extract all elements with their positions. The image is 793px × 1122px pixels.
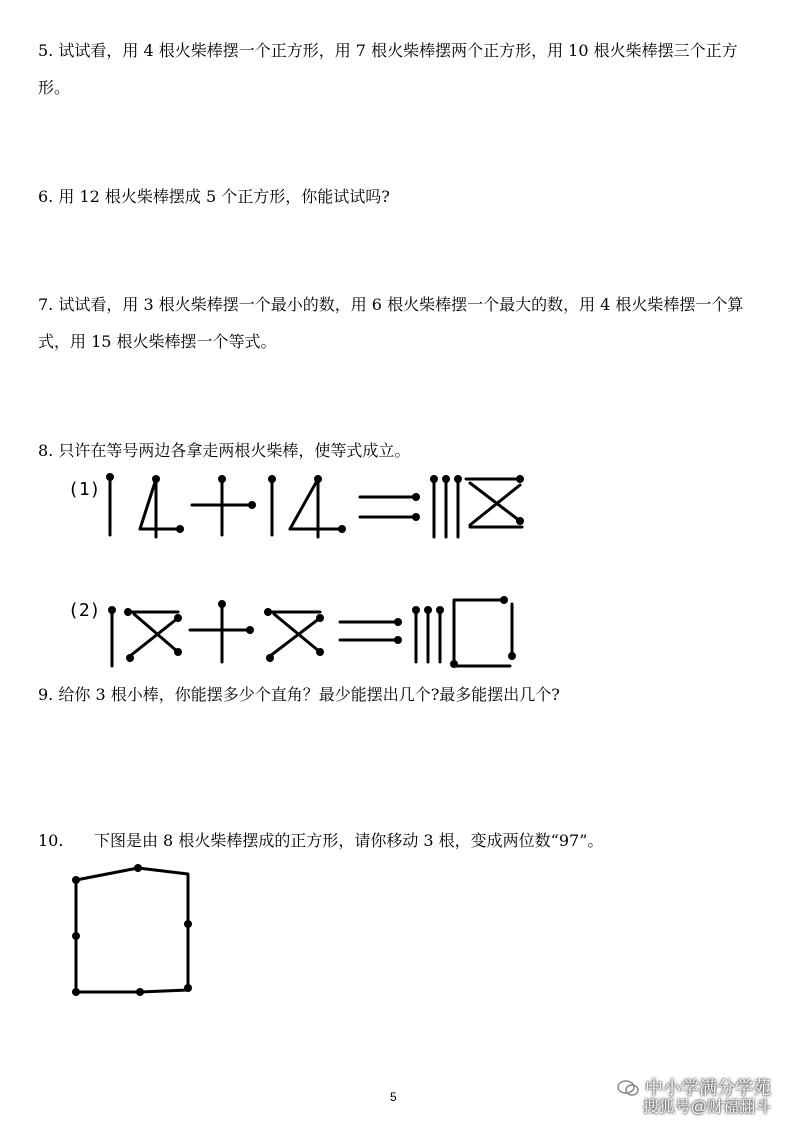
question-10-text: 下图是由 8 根火柴棒摆成的正方形，请你移动 3 根，变成两位数“97”。 [93,831,604,850]
question-7-number: 7. [38,295,54,314]
wechat-icon [617,1079,639,1097]
question-5-number: 5. [38,41,54,60]
question-9-number: 9. [38,685,54,704]
matchstick-equation-2 [60,590,540,675]
question-10-number: 10. [38,831,64,850]
watermark-line2: 搜狐号@财福翻斗 [642,1099,771,1116]
question-6 [38,178,763,215]
question-5 [38,32,763,106]
question-8-number: 8. [38,441,54,460]
question-9-text: 给你 3 根小棒，你能摆多少个直角？最少能摆出几个?最多能摆出几个? [58,685,560,704]
question-8-text: 只许在等号两边各拿走两根火柴棒，使等式成立。 [58,441,411,460]
question-7 [38,286,763,360]
matchstick-square [62,860,202,1000]
equation-2-label: (2) [68,600,101,621]
question-8 [38,432,763,469]
question-7-text: 试试看，用 3 根火柴棒摆一个最小的数，用 6 根火柴棒摆一个最大的数，用 4 根火柴棒摆一个算式，用 15 根火柴棒摆一个等式。 [38,295,744,351]
matchstick-equation-1 [60,465,540,550]
question-9 [38,676,763,713]
equation-1-label: (1) [68,479,101,500]
question-6-text: 用 12 根火柴棒摆成 5 个正方形，你能试试吗? [58,187,390,206]
question-10 [38,822,763,859]
watermark-line1: 中小学满分学苑 [645,1078,771,1098]
watermark [617,1078,771,1118]
question-5-text: 试试看，用 4 根火柴棒摆一个正方形，用 7 根火柴棒摆两个正方形，用 10 根火柴棒摆三个正方形。 [38,41,738,97]
page-number: 5 [390,1090,397,1104]
question-6-number: 6. [38,187,54,206]
